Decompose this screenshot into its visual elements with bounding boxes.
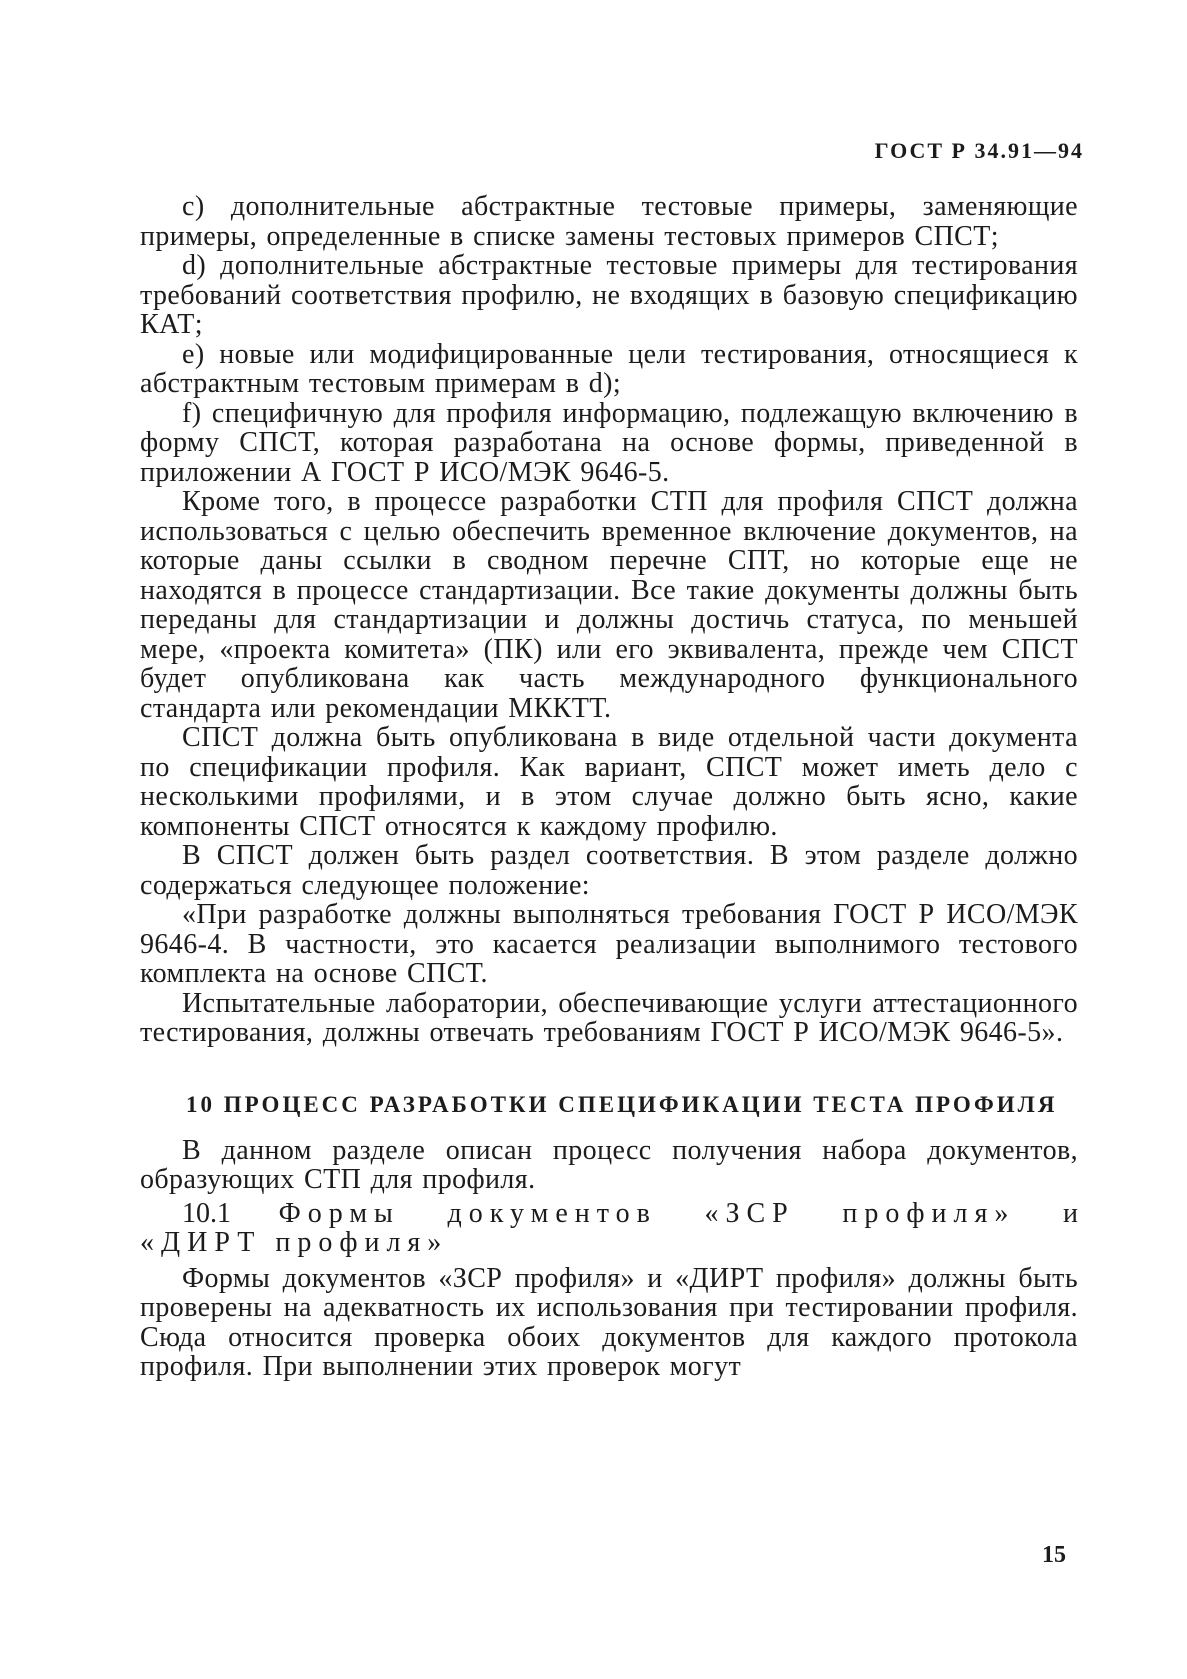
paragraph-quote-development: «При разработке должны выполняться требования ГОСТ Р ИСО/МЭК 9646-4. В частности, это касается реализации выполнимого тестового комплекта на основе СПСТ. [140, 899, 1078, 989]
subsection-word: документов [447, 1197, 657, 1229]
paragraph-quote-labs: Испытательные лаборатории, обеспечивающие услуги аттестационного тестирования, должны отвечать требованиям ГОСТ Р ИСО/МЭК 9646-5». [140, 987, 1078, 1048]
section-body: Формы документов «ЗСР профиля» и «ДИРТ профиля» должны быть проверены на адекватность их использования при тестировании профиля. Сюда относится проверка обоих документов для каждого протокола профиля. При выполнении этих проверок могут [140, 1262, 1078, 1382]
subsection-word: профиля» [842, 1197, 1016, 1229]
paragraph-conformance-section: В СПСТ должен быть раздел соответствия. В этом разделе должно содержаться следующее положение: [140, 840, 1078, 901]
subsection-word: «ЗСР [704, 1197, 795, 1229]
subsection-number: 10.1 [182, 1197, 231, 1229]
paragraph-item-e: е) новые или модифицированные цели тестирования, относящиеся к абстрактным тестовым примерам в d); [140, 338, 1078, 399]
subsection-line-2: «ДИРТ профиля» [140, 1227, 449, 1258]
standard-code-header: ГОСТ Р 34.91—94 [874, 138, 1084, 163]
subsection-word: Формы [278, 1197, 400, 1229]
document-body [140, 192, 1078, 1382]
paragraph-publication: СПСТ должна быть опубликована в виде отдельной части документа по спецификации профиля. Как вариант, СПСТ может иметь дело с несколькими профилями, и в этом случае должно быть ясно, какие компоненты СПСТ относятся к каждому профилю. [140, 722, 1078, 842]
paragraph-item-f: f) специфичную для профиля информацию, подлежащую включению в форму СПСТ, которая разработана на основе формы, приведенной в приложении А ГОСТ Р ИСО/МЭК 9646-5. [140, 397, 1078, 488]
section-intro: В данном разделе описан процесс получения набора документов, образующих СТП для профиля. [140, 1134, 1078, 1195]
section-heading: 10 ПРОЦЕСС РАЗРАБОТКИ СПЕЦИФИКАЦИИ ТЕСТА ПРОФИЛЯ [186, 1091, 1058, 1117]
paragraph-draft-status: Кроме того, в процессе разработки СТП для профиля СПСТ должна использоваться с целью обеспечить временное включение документов, на которые даны ссылки в сводном перечне СПТ, но которые еще не находятся в процессе стандартизации. Все такие документы должны быть переданы для стандартизации и должны достичь статуса, по меньшей мере, «проекта комитета» (ПК) или его эквивалента, прежде чем СПСТ будет опубликована как часть международного функционального стандарта или рекомендации МККТТ. [140, 486, 1078, 724]
page-number: 15 [1042, 1542, 1066, 1568]
subsection-heading [140, 1199, 1078, 1258]
paragraph-item-d: d) дополнительные абстрактные тестовые примеры для тестирования требований соответствия профилю, не входящих в базовую спецификацию КАТ; [140, 250, 1078, 340]
paragraph-item-c: с) дополнительные абстрактные тестовые примеры, заменяющие примеры, определенные в списке замены тестовых примеров СПСТ; [140, 191, 1078, 252]
subsection-word: и [1063, 1197, 1078, 1229]
